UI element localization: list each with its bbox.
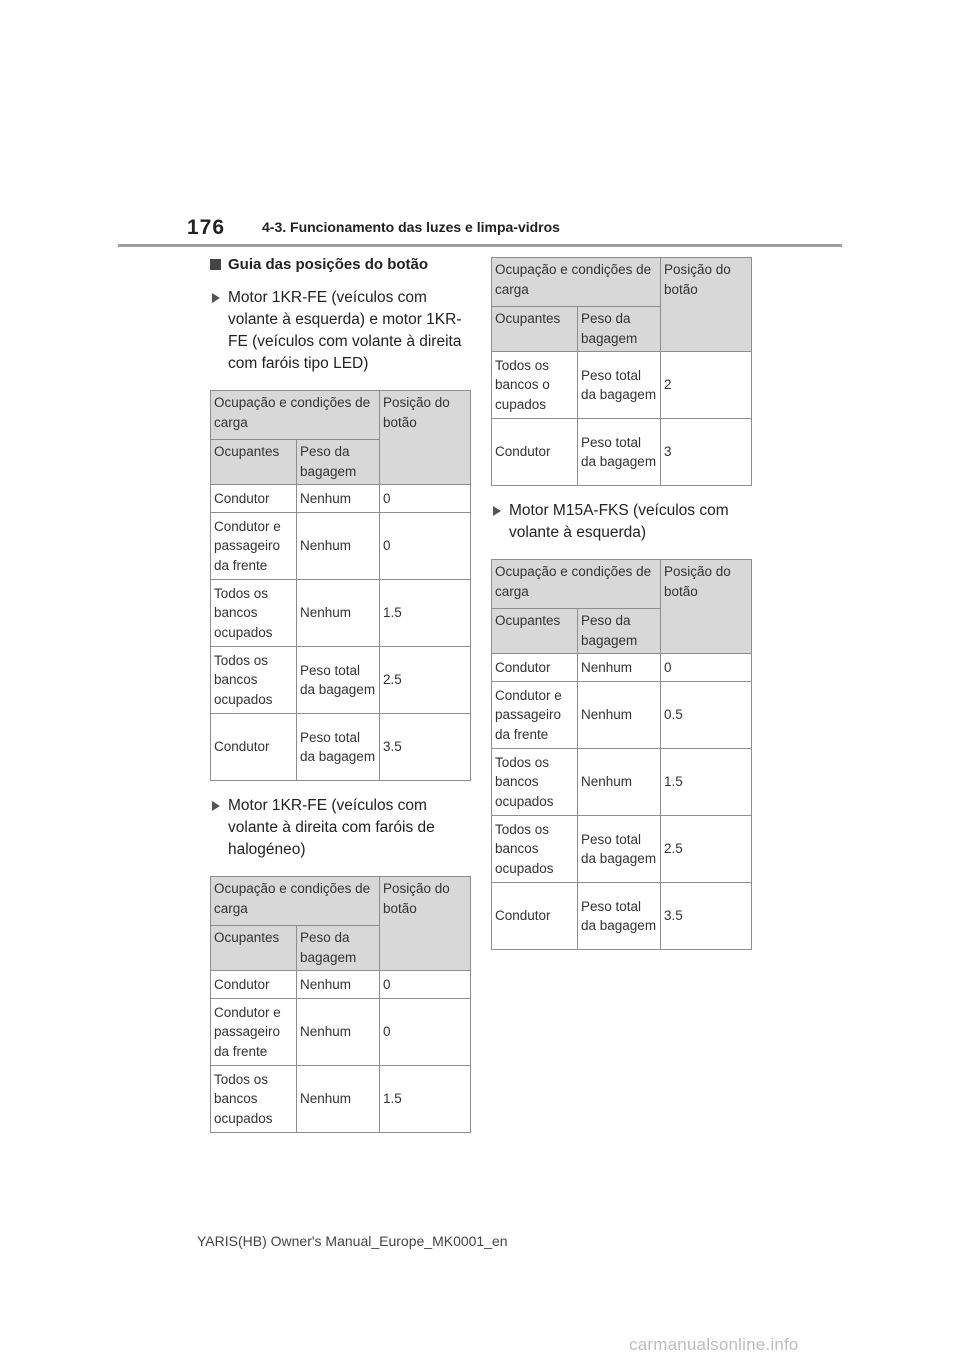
position-table-1 <box>210 390 471 781</box>
cell-occupants: Condutor <box>211 714 297 781</box>
cell-position: 0 <box>380 485 471 513</box>
cell-position: 0 <box>380 513 471 580</box>
cell-position: 1.5 <box>661 749 752 816</box>
cell-luggage: Peso total da bagagem <box>297 647 380 714</box>
cell-occupants: Todos os bancos ocupados <box>211 580 297 647</box>
cell-occupants: Todos os bancos ocupados <box>492 749 578 816</box>
position-table-2-continued <box>491 257 752 486</box>
cell-luggage: Peso total da bagagem <box>578 352 661 419</box>
section-heading <box>210 255 470 275</box>
header-position: Posição do botão <box>380 877 471 971</box>
header-occupants: Ocupantes <box>211 440 297 485</box>
cell-occupants: Condutor e passageiro da frente <box>492 682 578 749</box>
left-column <box>210 255 470 1147</box>
header-occupants: Ocupantes <box>211 926 297 971</box>
header-occupancy: Ocupação e condições de carga <box>211 391 380 440</box>
table-header-row <box>211 391 471 440</box>
cell-position: 0 <box>661 654 752 682</box>
page-number: 176 <box>187 216 226 239</box>
table-row <box>211 485 471 513</box>
cell-luggage: Nenhum <box>578 749 661 816</box>
table-row <box>211 647 471 714</box>
cell-occupants: Condutor <box>492 654 578 682</box>
table-header-row <box>492 560 752 609</box>
cell-position: 2.5 <box>661 816 752 883</box>
header-luggage: Peso da bagagem <box>297 440 380 485</box>
table-row <box>492 352 752 419</box>
square-bullet-icon <box>210 259 221 270</box>
cell-occupants: Condutor <box>211 485 297 513</box>
header-position: Posição do botão <box>661 560 752 654</box>
header-luggage: Peso da bagagem <box>578 609 661 654</box>
table-caption-1 <box>210 287 470 375</box>
cell-position: 2.5 <box>380 647 471 714</box>
table-caption-2 <box>210 795 470 861</box>
table-row <box>211 1066 471 1133</box>
header-occupancy: Ocupação e condições de carga <box>492 560 661 609</box>
section-heading-text: Guia das posições do botão <box>228 256 429 273</box>
table-row <box>492 883 752 950</box>
table-caption-3 <box>491 500 751 544</box>
cell-luggage: Peso total da bagagem <box>578 883 661 950</box>
cell-luggage: Nenhum <box>578 654 661 682</box>
header-occupants: Ocupantes <box>492 307 578 352</box>
cell-occupants: Condutor <box>492 883 578 950</box>
cell-position: 0.5 <box>661 682 752 749</box>
cell-luggage: Nenhum <box>297 485 380 513</box>
cell-luggage: Peso total da bagagem <box>297 714 380 781</box>
cell-luggage: Nenhum <box>578 682 661 749</box>
table-row <box>211 999 471 1066</box>
table-header-row <box>211 877 471 926</box>
watermark: carmanualsonline.info <box>629 1335 799 1354</box>
table-row <box>211 513 471 580</box>
section-title: 4-3. Funcionamento das luzes e limpa-vidros <box>262 219 560 235</box>
cell-position: 3.5 <box>661 883 752 950</box>
table-row <box>492 816 752 883</box>
cell-position: 2 <box>661 352 752 419</box>
cell-occupants: Todos os bancos o cupados <box>492 352 578 419</box>
cell-occupants: Condutor <box>492 419 578 486</box>
position-table-2 <box>210 876 471 1133</box>
arrow-right-icon <box>212 801 220 811</box>
footer-manual-id: YARIS(HB) Owner's Manual_Europe_MK0001_en <box>197 1233 508 1249</box>
cell-occupants: Condutor <box>211 971 297 999</box>
arrow-right-icon <box>212 293 220 303</box>
table-header-row <box>492 258 752 307</box>
table-caption-1-text: Motor 1KR-FE (veículos com volante à esquerda) e motor 1KR-FE (veículos com volante à direita com faróis tipo LED) <box>228 289 462 372</box>
cell-occupants: Todos os bancos ocupados <box>211 1066 297 1133</box>
header-luggage: Peso da bagagem <box>297 926 380 971</box>
right-column <box>491 257 751 964</box>
table-row <box>492 749 752 816</box>
table-caption-3-text: Motor M15A-FKS (veículos com volante à esquerda) <box>509 502 729 541</box>
cell-occupants: Condutor e passageiro da frente <box>211 513 297 580</box>
cell-luggage: Nenhum <box>297 1066 380 1133</box>
cell-position: 3.5 <box>380 714 471 781</box>
header-occupancy: Ocupação e condições de carga <box>211 877 380 926</box>
arrow-right-icon <box>493 506 501 516</box>
cell-position: 1.5 <box>380 580 471 647</box>
header-luggage: Peso da bagagem <box>578 307 661 352</box>
header-occupancy: Ocupação e condições de carga <box>492 258 661 307</box>
cell-luggage: Peso total da bagagem <box>578 419 661 486</box>
table-row <box>211 971 471 999</box>
cell-luggage: Nenhum <box>297 580 380 647</box>
table-row <box>492 654 752 682</box>
header-divider <box>118 244 842 247</box>
table-row <box>211 580 471 647</box>
cell-position: 0 <box>380 971 471 999</box>
header-occupants: Ocupantes <box>492 609 578 654</box>
cell-luggage: Peso total da bagagem <box>578 816 661 883</box>
table-row <box>492 419 752 486</box>
cell-occupants: Condutor e passageiro da frente <box>211 999 297 1066</box>
cell-occupants: Todos os bancos ocupados <box>492 816 578 883</box>
position-table-3 <box>491 559 752 950</box>
table-caption-2-text: Motor 1KR-FE (veículos com volante à direita com faróis de halogéneo) <box>228 797 435 858</box>
cell-position: 3 <box>661 419 752 486</box>
table-row <box>492 682 752 749</box>
header-position: Posição do botão <box>661 258 752 352</box>
cell-luggage: Nenhum <box>297 513 380 580</box>
cell-position: 0 <box>380 999 471 1066</box>
header-position: Posição do botão <box>380 391 471 485</box>
table-row <box>211 714 471 781</box>
cell-luggage: Nenhum <box>297 999 380 1066</box>
cell-occupants: Todos os bancos ocupados <box>211 647 297 714</box>
cell-position: 1.5 <box>380 1066 471 1133</box>
cell-luggage: Nenhum <box>297 971 380 999</box>
